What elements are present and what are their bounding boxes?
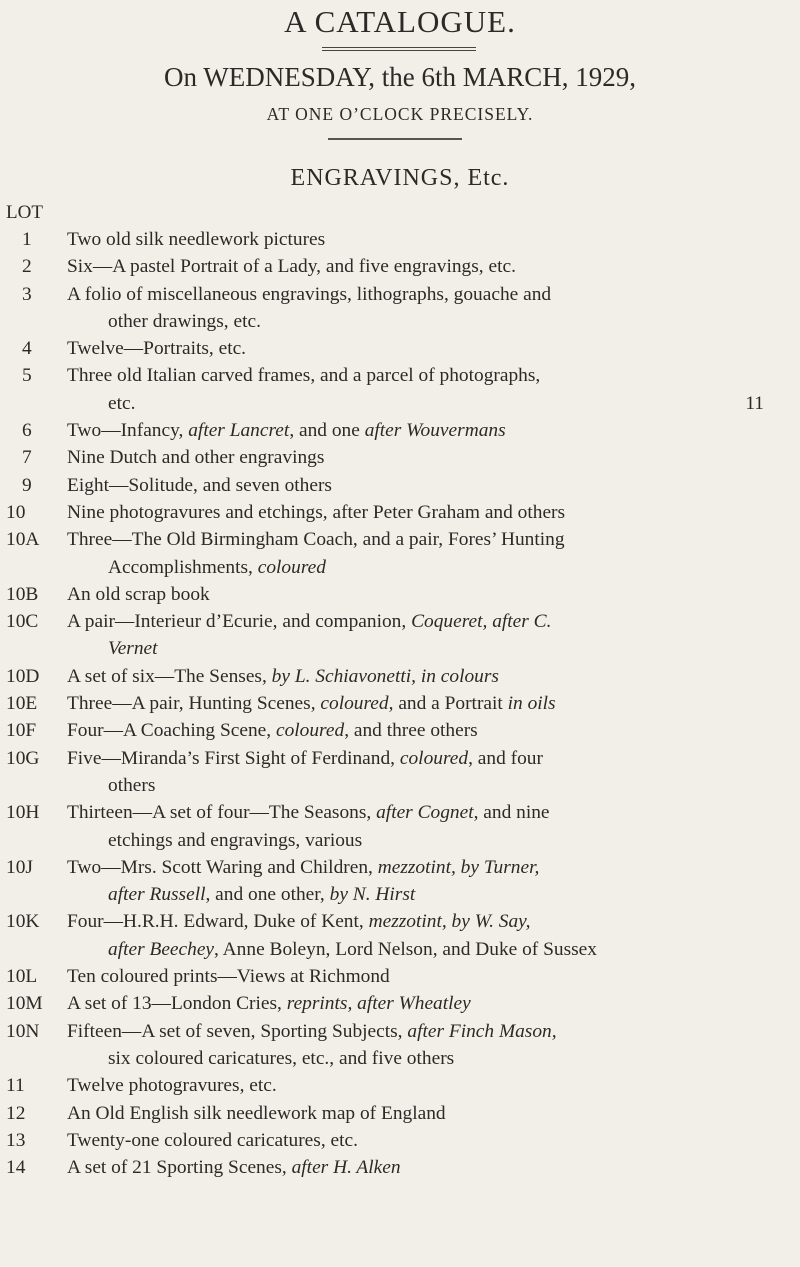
lot-description-text: Nine Dutch and other engravings [67,447,325,469]
lot-description [67,990,786,1017]
lot-description-part: reprints, after Wheatley [286,993,471,1015]
lot-continuation-text: other drawings, etc. [108,310,261,332]
lot-entry [0,608,800,663]
lot-description-continuation [108,390,800,417]
lot-description-text: Eight—Solitude, and seven others [67,474,332,496]
lot-number: 6 [22,420,32,442]
lot-description-text: An old scrap book [67,583,210,605]
lot-description-part: Thirteen—A set of four—The Seasons, [67,802,377,824]
lot-entry [0,444,800,471]
lot-number: 10A [6,529,40,551]
lot-continuation-part: after Russell [108,884,206,906]
lot-description-part: coloured [275,720,345,742]
lot-description-part: in oils [507,693,556,715]
lot-entry [0,799,800,854]
lot-description [67,1018,786,1045]
lot-description-text: Three old Italian carved frames, and a parcel of photographs, [67,365,541,387]
lot-description-part: coloured [399,747,469,769]
lot-margin-note: 11 [745,392,764,414]
lot-entry [0,472,800,499]
lot-description [67,526,786,553]
lot-description [67,1072,786,1099]
lot-entry [0,963,800,990]
lot-number: 10F [6,720,37,742]
lot-description [67,417,786,444]
lot-description-continuation [108,936,800,963]
sale-date-line: On WEDNESDAY, the 6th MARCH, 1929, [163,62,637,92]
lot-entry [0,226,800,253]
lot-description [67,963,786,990]
lot-entry [0,1100,800,1127]
lot-description-part: after Finch Mason, [407,1020,557,1042]
lot-description-part: after H. Alken [291,1157,401,1179]
lot-description-text: Six—A pastel Portrait of a Lady, and five engravings, etc. [67,256,516,278]
lot-description-part: A set of 21 Sporting Scenes, [67,1157,292,1179]
lot-description-text: Two old silk needlework pictures [67,229,326,250]
lot-entry [0,253,800,280]
lot-description [67,499,786,526]
lot-continuation-text: six coloured caricatures, etc., and five others [108,1047,455,1069]
sale-time-line: AT ONE O’CLOCK PRECISELY. [266,104,534,124]
lot-entry [0,1154,800,1181]
lot-description-text: Nine photogravures and etchings, after Peter Graham and others [67,501,566,523]
lot-description-part: Coqueret, after C. [411,611,552,633]
lot-description-part: A set of 13—London Cries, [67,993,287,1015]
lot-number: 10C [6,611,39,633]
title-rule [322,47,476,48]
lot-description-part: A set of six—The Senses, [67,665,272,687]
lot-description [67,1127,786,1154]
lot-description-part: after Cognet [376,802,474,824]
lot-number: 2 [22,256,32,278]
lot-description-part: Two—Mrs. Scott Waring and Children, [67,856,378,878]
lot-description-continuation [108,308,800,335]
lot-description-part: , and nine [473,802,550,824]
lot-entry [0,362,800,417]
lot-description-continuation [108,772,800,799]
lot-description-part: , and a Portrait [388,693,508,715]
lot-description [67,335,786,362]
lot-description-continuation [108,635,800,662]
lot-description-part: , and one [289,420,365,442]
lot-description [67,690,786,717]
lot-description-text: Ten coloured prints—Views at Richmond [67,966,390,988]
lot-continuation-part: Accomplishments, [108,556,258,578]
lot-number: 9 [22,474,32,496]
lot-description-part: by L. Schiavonetti, in colours [271,665,499,687]
section-heading: ENGRAVINGS, Etc. [290,165,510,191]
lot-description-part: mezzotint, by W. Say, [368,911,531,933]
lot-description-part: A pair—Interieur d’Ecurie, and companion, [67,611,412,633]
lot-description-continuation [108,881,800,908]
lot-entry [0,854,800,909]
lot-description-part: Four—A Coaching Scene, [67,720,276,742]
lot-number: 4 [22,338,32,360]
lot-description [67,362,786,389]
lot-description [67,717,786,744]
lot-entry [0,690,800,717]
lot-entry [0,1072,800,1099]
lot-continuation-part: , and one other, [205,884,330,906]
lot-number: 10K [6,911,40,933]
lot-entry [0,908,800,963]
lot-number: 1 [22,229,32,250]
lot-description [67,226,786,253]
lot-description-part: Four—H.R.H. Edward, Duke of Kent, [67,911,369,933]
lot-number: 13 [6,1129,26,1151]
lot-number: 10B [6,583,39,605]
lot-number: 11 [6,1075,25,1097]
lot-entry [0,417,800,444]
lot-description [67,444,786,471]
lot-entry [0,1127,800,1154]
lot-description-part: coloured [320,693,389,715]
lot-number: 5 [22,365,32,387]
lot-number: 10N [6,1020,40,1042]
lot-column-label: LOT [6,202,43,223]
lot-description [67,663,786,690]
lot-entry [0,335,800,362]
lot-number: 7 [22,447,32,469]
lot-number: 10D [6,665,40,687]
lot-description [67,745,786,772]
lot-list [0,226,800,1181]
lot-number: 10E [6,693,38,715]
lot-number: 10M [6,993,43,1015]
lot-entry [0,745,800,800]
lot-description [67,908,786,935]
lot-entry [0,990,800,1017]
lot-description [67,253,786,280]
lot-description [67,608,786,635]
lot-description-continuation [108,1045,800,1072]
lot-number: 12 [6,1102,26,1124]
lot-entry [0,663,800,690]
lot-description-continuation [108,554,800,581]
divider-rule [328,138,462,140]
lot-description-text: Twelve—Portraits, etc. [67,338,247,360]
lot-entry [0,717,800,744]
lot-continuation-text: others [108,774,156,796]
lot-description-part: Five—Miranda’s First Sight of Ferdinand, [67,747,400,769]
lot-description-part: , and three others [344,720,478,742]
lot-description-part: Three—A pair, Hunting Scenes, [67,693,321,715]
title-rule [322,50,476,51]
lot-description-text: Three—The Old Birmingham Coach, and a pair, Fores’ Hunting [67,529,565,551]
lot-number: 10 [6,501,26,523]
lot-description [67,581,786,608]
lot-description-part: , and four [468,747,543,769]
lot-description-text: An Old English silk needlework map of England [67,1102,446,1124]
lot-description [67,1154,786,1181]
lot-continuation-text: etchings and engravings, various [108,829,363,851]
lot-description [67,854,786,881]
lot-entry [0,499,800,526]
lot-continuation-part: after Beechey [108,938,215,960]
lot-continuation-part: coloured [257,556,326,578]
lot-entry [0,526,800,581]
lot-description-part: Two—Infancy, [67,420,189,442]
lot-description [67,472,786,499]
lot-continuation-part: , Anne Boleyn, Lord Nelson, and Duke of Sussex [214,938,597,960]
lot-continuation-part: Vernet [108,638,158,660]
lot-description-part: after Wouvermans [364,420,506,442]
lot-number: 3 [22,283,32,305]
lot-description-part: after Lancret [188,420,290,442]
lot-description-text: Twenty-one coloured caricatures, etc. [67,1129,358,1151]
lot-continuation-text: etc. [108,392,136,414]
lot-entry [0,1018,800,1073]
lot-description [67,281,786,308]
lot-description [67,1100,786,1127]
lot-number: 10L [6,966,38,988]
lot-description [67,799,786,826]
lot-number: 10J [6,856,33,878]
lot-number: 14 [6,1157,26,1179]
lot-entry [0,581,800,608]
lot-description-part: mezzotint, by Turner, [377,856,540,878]
lot-continuation-part: by N. Hirst [329,884,416,906]
lot-description-part: Fifteen—A set of seven, Sporting Subjects, [67,1020,408,1042]
catalogue-title: A CATALOGUE. [284,4,516,39]
lot-entry [0,281,800,336]
lot-number: 10G [6,747,40,769]
lot-description-text: A folio of miscellaneous engravings, lithographs, gouache and [67,283,552,305]
lot-number: 10H [6,802,40,824]
lot-description-continuation [108,827,800,854]
lot-description-text: Twelve photogravures, etc. [67,1075,277,1097]
